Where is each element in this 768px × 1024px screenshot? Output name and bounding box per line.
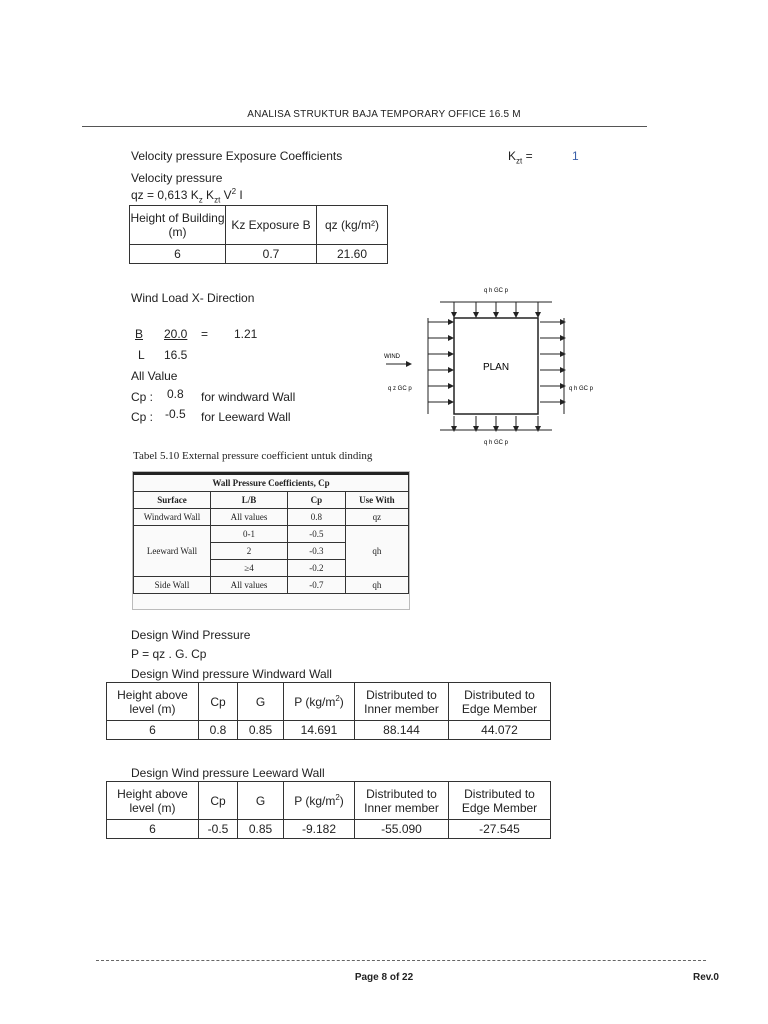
velocity-subheading: Velocity pressure: [131, 171, 223, 185]
design-cell: 0.85: [238, 721, 284, 740]
wall-table-cell: 2: [211, 543, 288, 560]
cp-leeward-value: -0.5: [165, 407, 186, 421]
design-cell: 14.691: [284, 721, 355, 740]
design-header: Distributed to Edge Member: [449, 683, 551, 721]
wall-table-title: Wall Pressure Coefficients, Cp: [134, 474, 409, 492]
design-formula: P = qz . G. Cp: [131, 647, 207, 661]
wall-table-header: Cp: [288, 492, 346, 509]
plan-top-label: q h GC p: [483, 288, 509, 294]
wall-table-cell: Leeward Wall: [134, 526, 211, 577]
leeward-table-title: Design Wind pressure Leeward Wall: [131, 766, 325, 780]
wall-table-cell: -0.3: [288, 543, 346, 560]
wall-table-cell: -0.7: [288, 577, 346, 594]
design-cell: -0.5: [199, 820, 238, 839]
design-heading: Design Wind Pressure: [131, 628, 251, 642]
document-header: ANALISA STRUKTUR BAJA TEMPORARY OFFICE 16.5 M: [247, 109, 521, 120]
velocity-formula: qz = 0,613 $K_z$ $K_{zt}$ $V^2$ I: [131, 187, 243, 205]
wall-table-cell: -0.5: [288, 526, 346, 543]
l-label: L: [138, 348, 145, 362]
cp-windward-label: Cp :: [131, 390, 154, 404]
design-header: Cp: [199, 782, 238, 820]
wall-table-cell: 0.8: [288, 509, 346, 526]
wall-table-cell: All values: [211, 509, 288, 526]
wall-pressure-table-image: [132, 471, 410, 610]
velocity-heading: Velocity pressure Exposure Coefficients: [131, 149, 343, 163]
design-header: Height above level (m): [107, 782, 199, 820]
page-number: Page 8 of 22: [354, 972, 414, 983]
wall-table-cell: 0-1: [211, 526, 288, 543]
design-header: Distributed to Inner member: [355, 782, 449, 820]
design-header: Height above level (m): [107, 683, 199, 721]
design-header: Distributed to Edge Member: [449, 782, 551, 820]
wall-table-cell: Side Wall: [134, 577, 211, 594]
design-header: G: [238, 683, 284, 721]
plan-left-label: q z GC p: [388, 386, 412, 392]
kzt-value: 1: [572, 149, 579, 163]
velocity-table-cell: 21.60: [317, 245, 388, 264]
wall-table-cell: qz: [345, 509, 408, 526]
all-value-label: All Value: [131, 369, 178, 383]
cp-leeward-label: Cp :: [131, 410, 154, 424]
header-divider: [82, 126, 647, 127]
design-header: P $(kg/m^2)$: [284, 683, 355, 721]
design-cell: 0.8: [199, 721, 238, 740]
design-cell: -9.182: [284, 820, 355, 839]
cp-windward-desc: for windward Wall: [201, 390, 296, 404]
velocity-table-header: qz (kg/m²): [317, 206, 388, 245]
b-label: B: [135, 327, 144, 341]
revision-label: Rev.0: [693, 972, 719, 983]
windward-table-title: Design Wind pressure Windward Wall: [131, 667, 332, 681]
plan-diagram: [380, 280, 594, 450]
design-header: Cp: [199, 683, 238, 721]
design-cell: 44.072: [449, 721, 551, 740]
equals-sign: =: [201, 327, 209, 341]
design-cell: 6: [107, 721, 199, 740]
wall-table-cell: ≥4: [211, 560, 288, 577]
leeward-design-table: [106, 781, 551, 839]
wall-table-cell: All values: [211, 577, 288, 594]
cp-leeward-desc: for Leeward Wall: [201, 410, 291, 424]
wind-label: WIND: [384, 354, 400, 360]
design-header: Distributed to Inner member: [355, 683, 449, 721]
design-header: P $(kg/m^2)$: [284, 782, 355, 820]
design-cell: 88.144: [355, 721, 449, 740]
velocity-table-header: Height of Building (m): [130, 206, 226, 245]
l-value: 16.5: [164, 348, 188, 362]
velocity-table-cell: 0.7: [226, 245, 317, 264]
plan-label: PLAN: [482, 362, 510, 373]
design-header: G: [238, 782, 284, 820]
velocity-table: [129, 205, 388, 264]
wall-table-cell: qh: [345, 526, 408, 577]
velocity-table-cell: 6: [130, 245, 226, 264]
wall-table-header: Use With: [345, 492, 408, 509]
wall-table-cell: -0.2: [288, 560, 346, 577]
velocity-table-header: Kz Exposure B: [226, 206, 317, 245]
windward-design-table: [106, 682, 551, 740]
wall-table-cell: Windward Wall: [134, 509, 211, 526]
tabel-caption: Tabel 5.10 External pressure coefficient untuk dinding: [133, 450, 373, 462]
cp-windward-value: 0.8: [167, 387, 184, 401]
wall-table-header: Surface: [134, 492, 211, 509]
design-cell: -27.545: [449, 820, 551, 839]
wall-table-header: L/B: [211, 492, 288, 509]
plan-bottom-label: q h GC p: [483, 440, 509, 446]
plan-right-label: q h GC p: [569, 386, 594, 392]
b-value: 20.0: [164, 327, 188, 341]
design-cell: -55.090: [355, 820, 449, 839]
wall-table-cell: qh: [345, 577, 408, 594]
design-cell: 6: [107, 820, 199, 839]
kzt-label: $K_{zt}$ =: [508, 149, 533, 166]
design-cell: 0.85: [238, 820, 284, 839]
lb-ratio: 1.21: [234, 327, 258, 341]
footer-divider: [96, 960, 706, 961]
wind-heading: Wind Load X- Direction: [131, 291, 255, 305]
